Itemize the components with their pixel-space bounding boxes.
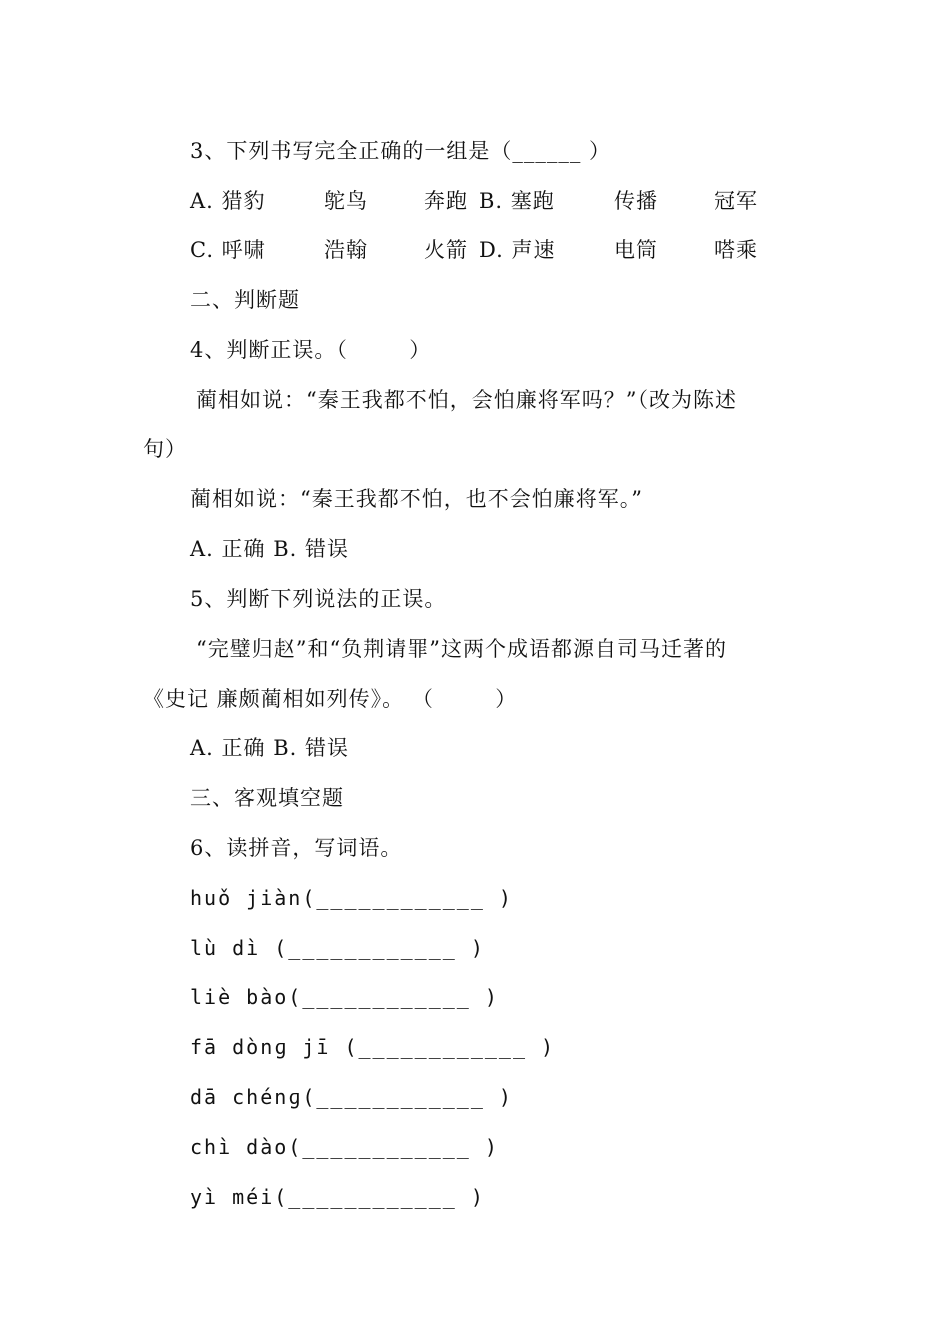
pinyin-item: yì méi(____________ ) [190,1185,485,1209]
q3-option-b-word-2: 传播 [614,189,658,213]
q3-option-b-word-1: B. 塞跑 [479,189,555,213]
q3-option-b-word-3: 冠军 [714,189,758,213]
q6-stem: 6、读拼音，写词语。 [190,836,403,860]
q3-option-d-word-2: 电筒 [614,238,658,262]
q3-option-a-word-3: 奔跑 [424,189,468,213]
q3-option-d-word-1: D. 声速 [479,238,556,262]
q4-sentence-line-2: 句） [143,437,187,461]
q5-statement-line-2: 《史记 廉颇蔺相如列传》。 （ ） [143,687,518,711]
q4-sentence-line-1: 蔺相如说：“秦王我都不怕，会怕廉将军吗？”（改为陈述 [196,388,737,412]
pinyin-item: lù dì (____________ ) [190,936,485,960]
q3-option-a-word-1: A. 猎豹 [190,189,266,213]
q5-statement-line-1: “完璧归赵”和“负荆请罪”这两个成语都源自司马迁著的 [196,637,727,661]
section-heading-judgement: 二、判断题 [190,288,300,312]
q4-options: A. 正确 B. 错误 [190,537,349,561]
q3-option-c-word-3: 火箭 [424,238,468,262]
q3-option-a-word-2: 鸵鸟 [324,189,368,213]
q3-option-d-word-3: 嗒乘 [714,238,758,262]
q4-stem: 4、判断正误。（ ） [190,338,432,362]
q3-option-c-word-1: C. 呼啸 [190,238,266,262]
pinyin-item: fā dònɡ jī (____________ ) [190,1035,556,1059]
q3-option-c-word-2: 浩翰 [324,238,368,262]
pinyin-item: dā chénɡ(____________ ) [190,1085,513,1109]
pinyin-item: huǒ jiàn(____________ ) [190,886,513,910]
q5-options: A. 正确 B. 错误 [190,736,349,760]
pinyin-item: chì dào(____________ ) [190,1135,499,1159]
q3-stem: 3、下列书写完全正确的一组是（______ ） [190,139,612,163]
pinyin-item: liè bào(____________ ) [190,985,499,1009]
q5-stem: 5、判断下列说法的正误。 [190,587,447,611]
section-heading-fill-in: 三、客观填空题 [190,786,344,810]
q4-sentence-line-3: 蔺相如说：“秦王我都不怕，也不会怕廉将军。” [190,487,643,511]
